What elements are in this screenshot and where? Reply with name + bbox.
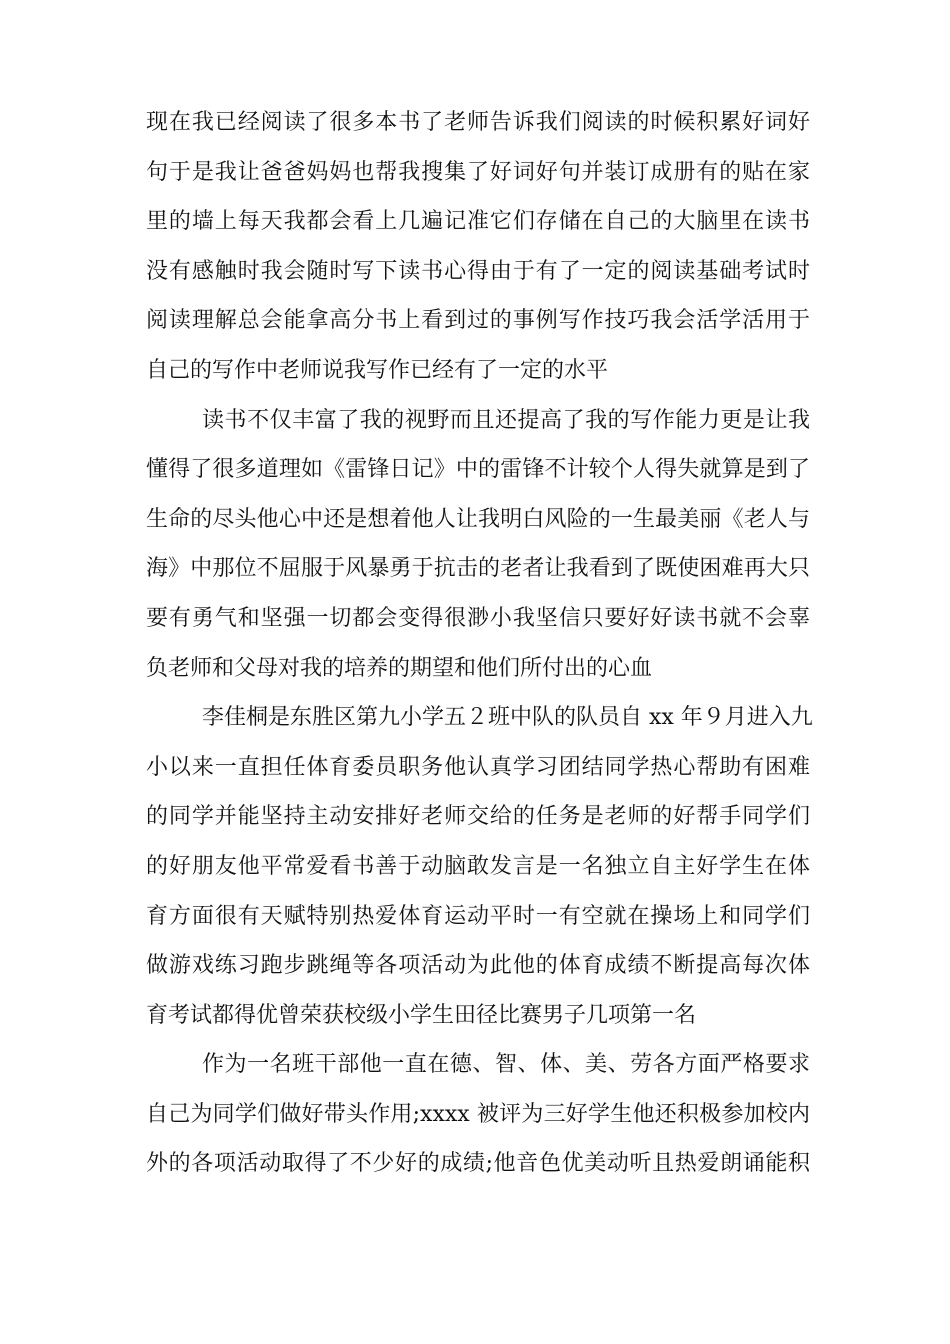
text-line: 作为一名班干部他一直在德、智、体、美、劳各方面严格要求	[202, 1052, 810, 1078]
text-line: 外的各项活动取得了不少好的成绩;他音色优美动听且热爱朗诵能积	[146, 1151, 810, 1177]
text-line: 海》中那位不屈服于风暴勇于抗击的老者让我看到了既使困难再大只	[146, 556, 810, 582]
paragraph-student-profile	[146, 693, 813, 1040]
text-line: 做游戏练习跑步跳绳等各项活动为此他的体育成绩不断提高每次体	[146, 953, 810, 979]
text-line: 没有感触时我会随时写下读书心得由于有了一定的阅读基础考试时	[146, 258, 810, 284]
text-line: 里的墙上每天我都会看上几遍记准它们存储在自己的大脑里在读书	[146, 209, 810, 235]
text-line: 自己的写作中老师说我写作已经有了一定的水平	[146, 357, 609, 383]
text-line: 自己为同学们做好带头作用;xxxx 被评为三好学生他还积极参加校内	[146, 1101, 810, 1127]
text-line: 生命的尽头他心中还是想着他人让我明白风险的一生最美丽《老人与	[146, 506, 810, 532]
text-line: 小以来一直担任体育委员职务他认真学习团结同学热心帮助有困难	[146, 754, 810, 780]
document-body	[146, 98, 813, 1189]
text-line: 懂得了很多道理如《雷锋日记》中的雷锋不计较个人得失就算是到了	[146, 457, 810, 483]
text-line: 育方面很有天赋特别热爱体育运动平时一有空就在操场上和同学们	[146, 903, 810, 929]
text-line: 要有勇气和坚强一切都会变得很渺小我坚信只要好好读书就不会辜	[146, 605, 810, 631]
paragraph-class-leader	[146, 1040, 810, 1189]
text-line: 的好朋友他平常爱看书善于动脑敢发言是一名独立自主好学生在体	[146, 853, 810, 879]
text-line: 李佳桐是东胜区第九小学五２班中队的队员自 xx 年９月进入九	[202, 705, 813, 731]
paragraph-reading-habits	[146, 98, 810, 396]
text-line: 阅读理解总会能拿高分书上看到过的事例写作技巧我会活学活用于	[146, 308, 810, 334]
text-line: 读书不仅丰富了我的视野而且还提高了我的写作能力更是让我	[202, 407, 810, 433]
text-line: 句于是我让爸爸妈妈也帮我搜集了好词好句并装订成册有的贴在家	[146, 159, 810, 185]
paragraph-reading-benefits	[146, 396, 810, 694]
text-line: 的同学并能坚持主动安排好老师交给的任务是老师的好帮手同学们	[146, 804, 810, 830]
text-line: 负老师和父母对我的培养的期望和他们所付出的心血	[146, 655, 653, 681]
text-line: 现在我已经阅读了很多本书了老师告诉我们阅读的时候积累好词好	[146, 110, 810, 135]
text-line: 育考试都得优曾荣获校级小学生田径比赛男子几项第一名	[146, 1002, 697, 1028]
